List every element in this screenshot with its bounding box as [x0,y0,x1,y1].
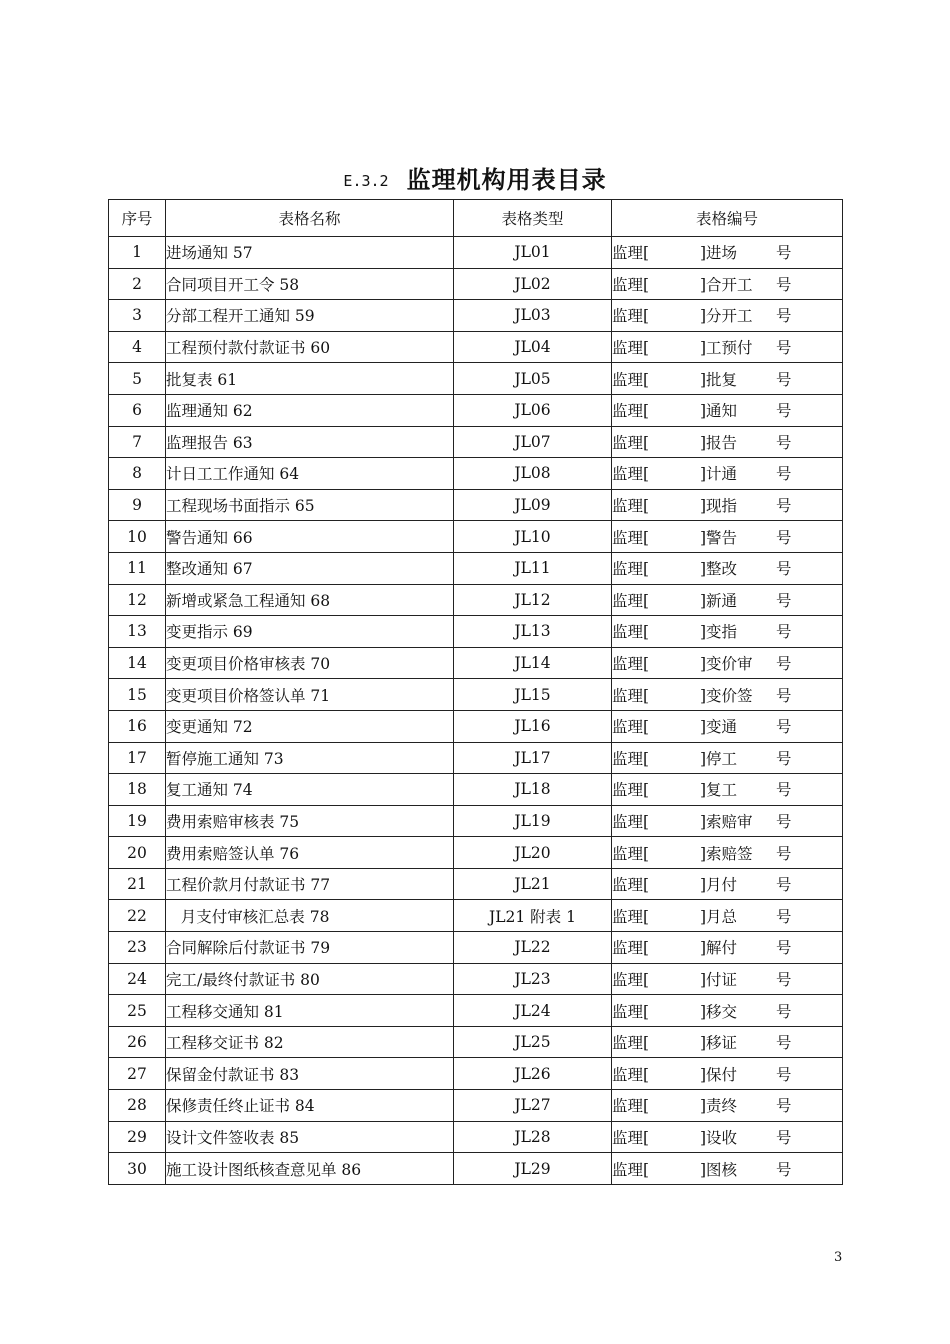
code-category: ]批复 [700,370,738,389]
row-number-cell: 20 [109,837,166,869]
form-type-cell: JL07 [454,426,612,458]
code-suffix: 号 [776,1160,792,1179]
code-suffix: 号 [776,370,792,389]
form-name-cell: 监理通知 62 [166,394,454,426]
row-number-cell: 2 [109,268,166,300]
form-name-cell: 完工/最终付款证书 80 [166,963,454,995]
code-suffix: 号 [776,907,792,926]
form-code-cell [612,1058,843,1090]
row-number-cell: 4 [109,331,166,363]
code-prefix: 监理[ [612,402,650,421]
form-type-cell: JL03 [454,300,612,332]
code-category: ]月付 [700,876,738,895]
code-suffix: 号 [776,876,792,895]
form-code-cell [612,932,843,964]
code-category: ]变价审 [700,655,753,674]
row-number-cell: 27 [109,1058,166,1090]
form-type-cell: JL23 [454,963,612,995]
row-number-cell: 21 [109,868,166,900]
code-category: ]解付 [700,939,738,958]
row-number-cell: 25 [109,995,166,1027]
code-prefix: 监理[ [612,623,650,642]
table-row [109,237,843,269]
code-suffix: 号 [776,844,792,863]
form-type-cell: JL16 [454,710,612,742]
row-number-cell: 26 [109,1026,166,1058]
table-row [109,1153,843,1185]
code-suffix: 号 [776,970,792,989]
code-prefix: 监理[ [612,970,650,989]
form-name-cell: 暂停施工通知 73 [166,742,454,774]
table-row [109,426,843,458]
row-number-cell: 7 [109,426,166,458]
table-row [109,1090,843,1122]
table-row [109,647,843,679]
table-row [109,963,843,995]
table-row [109,521,843,553]
form-code-cell [612,331,843,363]
row-number-cell: 29 [109,1121,166,1153]
code-prefix: 监理[ [612,307,650,326]
column-header-type: 表格类型 [454,200,612,237]
code-category: ]通知 [700,402,738,421]
table-row [109,1121,843,1153]
table-row [109,616,843,648]
code-category: ]保付 [700,1065,738,1084]
form-code-cell [612,521,843,553]
table-row [109,1058,843,1090]
code-suffix: 号 [776,465,792,484]
table-row [109,394,843,426]
form-type-cell: JL01 [454,237,612,269]
form-name-cell: 变更项目价格签认单 71 [166,679,454,711]
code-category: ]付证 [700,970,738,989]
table-row [109,552,843,584]
code-prefix: 监理[ [612,1160,650,1179]
form-type-cell: JL05 [454,363,612,395]
form-code-cell [612,1153,843,1185]
form-name-cell: 工程现场书面指示 65 [166,489,454,521]
code-prefix: 监理[ [612,1128,650,1147]
form-code-cell [612,868,843,900]
table-row [109,932,843,964]
code-prefix: 监理[ [612,497,650,516]
row-number-cell: 15 [109,679,166,711]
code-suffix: 号 [776,812,792,831]
table-row [109,363,843,395]
row-number-cell: 22 [109,900,166,932]
form-type-cell: JL28 [454,1121,612,1153]
table-header-row [109,200,843,237]
form-name-cell: 新增或紧急工程通知 68 [166,584,454,616]
code-prefix: 监理[ [612,275,650,294]
form-code-cell [612,1026,843,1058]
code-category: ]设收 [700,1128,738,1147]
code-category: ]变指 [700,623,738,642]
form-code-cell [612,900,843,932]
form-type-cell: JL26 [454,1058,612,1090]
form-code-cell [612,363,843,395]
column-header-name: 表格名称 [166,200,454,237]
code-prefix: 监理[ [612,1034,650,1053]
page-number: 3 [834,1250,843,1265]
table-row [109,837,843,869]
table-body [109,237,843,1185]
code-prefix: 监理[ [612,876,650,895]
form-code-cell [612,584,843,616]
row-number-cell: 16 [109,710,166,742]
code-suffix: 号 [776,560,792,579]
code-prefix: 监理[ [612,1002,650,1021]
form-name-cell: 施工设计图纸核查意见单 86 [166,1153,454,1185]
form-name-cell: 批复表 61 [166,363,454,395]
code-category: ]进场 [700,244,738,263]
code-suffix: 号 [776,275,792,294]
table-row [109,331,843,363]
form-type-cell: JL13 [454,616,612,648]
form-code-cell [612,995,843,1027]
title-text: 监理机构用表目录 [406,166,607,194]
code-suffix: 号 [776,307,792,326]
code-suffix: 号 [776,1128,792,1147]
code-suffix: 号 [776,402,792,421]
form-name-cell: 进场通知 57 [166,237,454,269]
table-row [109,1026,843,1058]
form-type-cell: JL19 [454,805,612,837]
table-row [109,900,843,932]
form-type-cell: JL12 [454,584,612,616]
row-number-cell: 10 [109,521,166,553]
code-suffix: 号 [776,528,792,547]
code-prefix: 监理[ [612,1097,650,1116]
row-number-cell: 17 [109,742,166,774]
column-header-code: 表格编号 [612,200,843,237]
form-code-cell [612,489,843,521]
form-type-cell: JL11 [454,552,612,584]
form-name-cell: 变更通知 72 [166,710,454,742]
form-name-cell: 工程价款月付款证书 77 [166,868,454,900]
form-name-cell: 合同项目开工令 58 [166,268,454,300]
row-number-cell: 30 [109,1153,166,1185]
code-category: ]分开工 [700,307,753,326]
code-suffix: 号 [776,939,792,958]
code-suffix: 号 [776,749,792,768]
form-name-cell: 工程移交通知 81 [166,995,454,1027]
form-code-cell [612,710,843,742]
form-code-cell [612,647,843,679]
form-type-cell: JL24 [454,995,612,1027]
form-name-cell: 分部工程开工通知 59 [166,300,454,332]
code-prefix: 监理[ [612,591,650,610]
code-category: ]合开工 [700,275,753,294]
code-category: ]报告 [700,433,738,452]
form-name-cell: 工程移交证书 82 [166,1026,454,1058]
code-suffix: 号 [776,339,792,358]
row-number-cell: 6 [109,394,166,426]
code-suffix: 号 [776,686,792,705]
code-prefix: 监理[ [612,686,650,705]
form-type-cell: JL10 [454,521,612,553]
code-prefix: 监理[ [612,939,650,958]
row-number-cell: 18 [109,774,166,806]
table-row [109,742,843,774]
form-name-cell: 工程预付款付款证书 60 [166,331,454,363]
form-type-cell: JL14 [454,647,612,679]
form-code-cell [612,268,843,300]
code-prefix: 监理[ [612,528,650,547]
code-suffix: 号 [776,591,792,610]
code-suffix: 号 [776,1034,792,1053]
form-type-cell: JL15 [454,679,612,711]
code-suffix: 号 [776,244,792,263]
form-type-cell: JL04 [454,331,612,363]
row-number-cell: 23 [109,932,166,964]
form-type-cell: JL21 附表 1 [454,900,612,932]
code-suffix: 号 [776,718,792,737]
code-prefix: 监理[ [612,370,650,389]
form-code-cell [612,1121,843,1153]
form-catalog-table [108,199,843,1185]
row-number-cell: 19 [109,805,166,837]
table-row [109,458,843,490]
code-category: ]停工 [700,749,738,768]
table-row [109,774,843,806]
code-category: ]责终 [700,1097,738,1116]
code-prefix: 监理[ [612,244,650,263]
table-row [109,805,843,837]
column-header-number: 序号 [109,200,166,237]
form-code-cell [612,742,843,774]
row-number-cell: 8 [109,458,166,490]
code-prefix: 监理[ [612,433,650,452]
code-prefix: 监理[ [612,465,650,484]
form-type-cell: JL25 [454,1026,612,1058]
form-name-cell: 费用索赔审核表 75 [166,805,454,837]
code-prefix: 监理[ [612,718,650,737]
code-category: ]移证 [700,1034,738,1053]
form-code-cell [612,805,843,837]
form-type-cell: JL17 [454,742,612,774]
row-number-cell: 13 [109,616,166,648]
form-code-cell [612,300,843,332]
form-code-cell [612,237,843,269]
form-name-cell: 警告通知 66 [166,521,454,553]
code-category: ]图核 [700,1160,738,1179]
code-suffix: 号 [776,623,792,642]
table-row [109,584,843,616]
form-type-cell: JL18 [454,774,612,806]
code-suffix: 号 [776,1065,792,1084]
code-category: ]工预付 [700,339,753,358]
form-type-cell: JL22 [454,932,612,964]
form-name-cell: 监理报告 63 [166,426,454,458]
form-code-cell [612,1090,843,1122]
form-code-cell [612,616,843,648]
row-number-cell: 14 [109,647,166,679]
code-category: ]计通 [700,465,738,484]
code-prefix: 监理[ [612,1065,650,1084]
code-category: ]索赔审 [700,812,753,831]
form-type-cell: JL20 [454,837,612,869]
code-prefix: 监理[ [612,655,650,674]
code-prefix: 监理[ [612,560,650,579]
code-category: ]移交 [700,1002,738,1021]
code-category: ]变通 [700,718,738,737]
form-name-cell: 复工通知 74 [166,774,454,806]
code-prefix: 监理[ [612,749,650,768]
form-type-cell: JL08 [454,458,612,490]
row-number-cell: 5 [109,363,166,395]
form-name-cell: 保修责任终止证书 84 [166,1090,454,1122]
table-row [109,710,843,742]
code-suffix: 号 [776,781,792,800]
table-row [109,300,843,332]
code-category: ]整改 [700,560,738,579]
form-code-cell [612,458,843,490]
form-type-cell: JL27 [454,1090,612,1122]
form-name-cell: 合同解除后付款证书 79 [166,932,454,964]
row-number-cell: 24 [109,963,166,995]
section-code: E.3.2 [343,172,389,190]
row-number-cell: 3 [109,300,166,332]
form-code-cell [612,679,843,711]
form-code-cell [612,837,843,869]
form-code-cell [612,774,843,806]
table-row [109,489,843,521]
form-name-cell: 变更指示 69 [166,616,454,648]
code-category: ]索赔签 [700,844,753,863]
form-type-cell: JL29 [454,1153,612,1185]
code-category: ]新通 [700,591,738,610]
form-code-cell [612,394,843,426]
code-category: ]现指 [700,497,738,516]
code-suffix: 号 [776,1002,792,1021]
row-number-cell: 1 [109,237,166,269]
table-row [109,268,843,300]
code-category: ]警告 [700,528,738,547]
code-prefix: 监理[ [612,844,650,863]
document-title [0,160,950,195]
form-name-cell: 计日工工作通知 64 [166,458,454,490]
code-prefix: 监理[ [612,812,650,831]
code-suffix: 号 [776,1097,792,1116]
form-code-cell [612,426,843,458]
form-code-cell [612,963,843,995]
code-category: ]复工 [700,781,738,800]
form-name-cell: 设计文件签收表 85 [166,1121,454,1153]
form-type-cell: JL02 [454,268,612,300]
row-number-cell: 9 [109,489,166,521]
row-number-cell: 28 [109,1090,166,1122]
row-number-cell: 11 [109,552,166,584]
code-prefix: 监理[ [612,907,650,926]
table-row [109,995,843,1027]
code-suffix: 号 [776,433,792,452]
form-name-cell: 保留金付款证书 83 [166,1058,454,1090]
code-prefix: 监理[ [612,781,650,800]
form-type-cell: JL06 [454,394,612,426]
table-row [109,868,843,900]
form-type-cell: JL21 [454,868,612,900]
code-suffix: 号 [776,497,792,516]
form-name-cell: 费用索赔签认单 76 [166,837,454,869]
form-name-cell: 整改通知 67 [166,552,454,584]
form-name-cell: 月支付审核汇总表 78 [166,900,454,932]
code-suffix: 号 [776,655,792,674]
code-category: ]月总 [700,907,738,926]
form-code-cell [612,552,843,584]
code-prefix: 监理[ [612,339,650,358]
form-type-cell: JL09 [454,489,612,521]
row-number-cell: 12 [109,584,166,616]
form-name-cell: 变更项目价格审核表 70 [166,647,454,679]
code-category: ]变价签 [700,686,753,705]
table-row [109,679,843,711]
